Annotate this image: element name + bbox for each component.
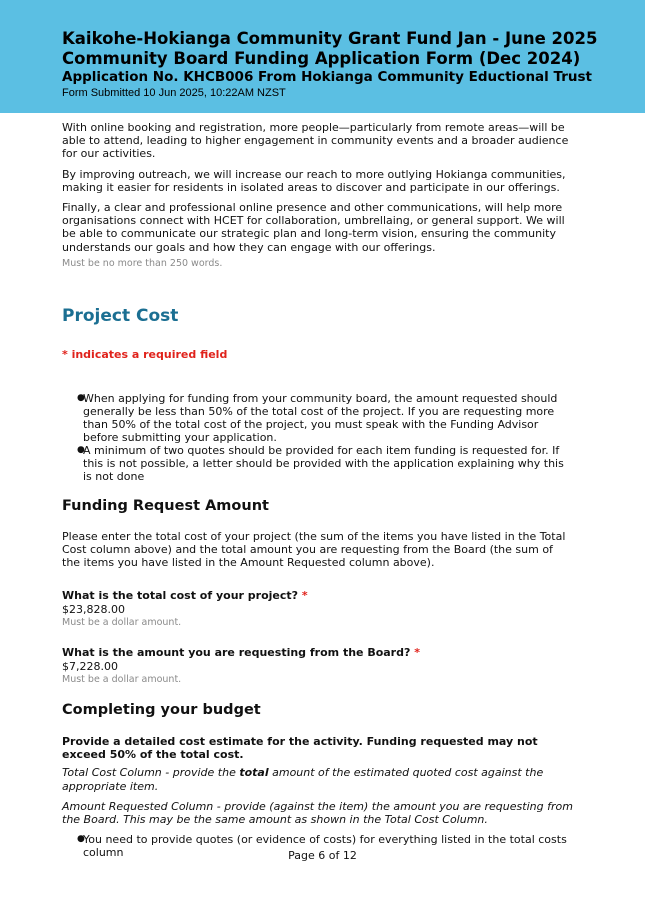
intro-paragraph: Finally, a clear and professional online presence and other communications, will help more organisations connect with HCET for collaboration, umbrellaing, or general support. We will be able to communicate our strategic plan and long-term vision, ensuring the community understands our goals and how they can engage with our offerings. [62, 201, 565, 254]
bullet-icon: ● [77, 392, 85, 403]
form-title: Community Board Funding Application Form (Dec 2024) [62, 49, 581, 68]
list-item: ● You need to provide quotes (or evidence of costs) for everything listed in the total costs column [77, 833, 567, 860]
main-content [62, 121, 574, 859]
requested-amount-label: What is the amount you are requesting from the Board? * [62, 646, 420, 660]
required-field-note: * indicates a required field [62, 347, 228, 361]
bullet-icon: ● [77, 444, 85, 455]
requested-amount-hint: Must be a dollar amount. [62, 674, 182, 686]
budget-intro: Provide a detailed cost estimate for the activity. Funding requested may not exceed 50% of the total cost. [62, 735, 538, 762]
requested-amount-value: $7,228.00 [62, 660, 118, 674]
page-number: Page 6 of 12 [288, 849, 357, 862]
total-cost-label: What is the total cost of your project? * [62, 589, 308, 603]
total-cost-field [62, 589, 574, 629]
guidance-list [62, 392, 574, 483]
list-item: ● A minimum of two quotes should be provided for each item funding is requested for. If this is not possible, a letter should be provided with the application explaining why this is not done [77, 443, 564, 483]
submitted-timestamp: Form Submitted 10 Jun 2025, 10:22AM NZST [62, 87, 286, 99]
bullet-icon: ● [77, 834, 85, 845]
intro-paragraph: By improving outreach, we will increase our reach to more outlying Hokianga communities, making it easier for residents in isolated areas to discover and participate in our offerings. [62, 167, 566, 194]
required-marker: * [414, 646, 420, 660]
amount-requested-column-note: Amount Requested Column - provide (against the item) the amount you are requesting from the Board. This may be the same amount as shown in the Total Cost Column. [62, 799, 573, 827]
word-limit-hint: Must be no more than 250 words. [62, 257, 223, 269]
budget-heading: Completing your budget [62, 702, 261, 719]
funding-request-heading: Funding Request Amount [62, 497, 269, 514]
project-cost-title: Project Cost [62, 305, 179, 326]
total-cost-column-note: Total Cost Column - provide the total amount of the estimated quoted cost against the appropriate item. [62, 766, 544, 793]
funding-request-description: Please enter the total cost of your project (the sum of the items you have listed in the Total Cost column above) and the total amount you are requesting from the Board (the sum of the items you have listed in the Amount Requested column above). [62, 529, 566, 570]
list-item: ● When applying for funding from your community board, the amount requested should generally be less than 50% of the total cost of the project. If you are requesting more than 50% of the total cost of the project, you must speak with the Funding Advisor before submitting your application. [77, 391, 558, 444]
page-header [0, 0, 645, 113]
fund-title: Kaikohe-Hokianga Community Grant Fund Jan - June 2025 [62, 29, 598, 48]
total-cost-value: $23,828.00 [62, 603, 125, 617]
intro-paragraph: With online booking and registration, more people—particularly from remote areas—will be able to attend, leading to higher engagement in community events and a broader audience for our activities. [62, 121, 569, 161]
requested-amount-field [62, 646, 574, 686]
total-cost-hint: Must be a dollar amount. [62, 617, 182, 629]
required-marker: * [301, 589, 308, 603]
application-number: Application No. KHCB006 From Hokianga Community Eductional Trust [62, 69, 592, 85]
